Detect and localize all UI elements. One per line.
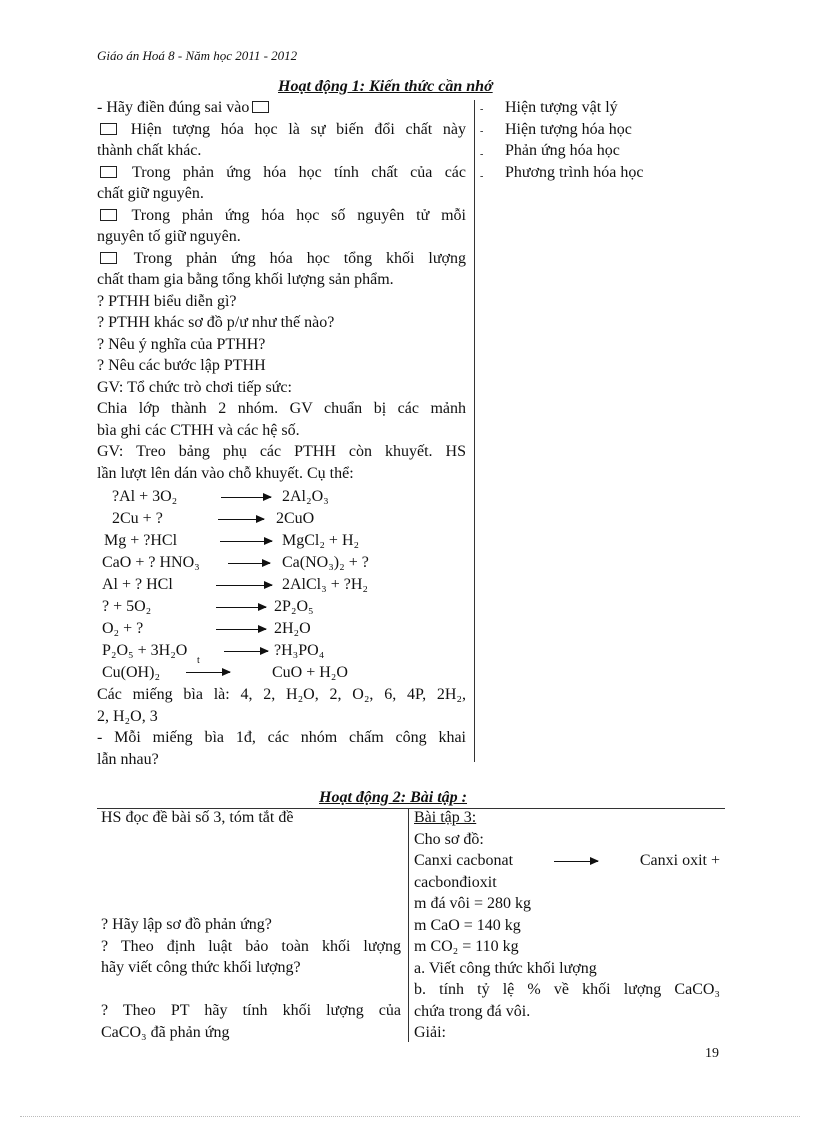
- task-line: a. Viết công thức khối lượng: [414, 959, 597, 977]
- reaction-condition: t: [197, 655, 200, 666]
- scheme-line: Cho sơ đồ:: [414, 830, 484, 848]
- read-line: HS đọc đề bài số 3, tóm tắt đề: [101, 809, 294, 826]
- intro-line: [97, 97, 466, 119]
- statement-line: Trong phản ứng hóa học số nguyên tử mỗi: [97, 205, 466, 227]
- right-item: Phản ứng hóa học: [505, 142, 620, 159]
- reaction-right: MgCl₂ + H₂: [282, 532, 360, 549]
- bottom-rule: [20, 1116, 800, 1117]
- activity2-left-questions-2: [101, 1000, 401, 1043]
- right-item: Hiện tượng hóa học: [505, 120, 632, 138]
- reaction-left: ? + 5O₂: [102, 598, 152, 615]
- page-header: Giáo án Hoá 8 - Năm học 2011 - 2012: [97, 48, 298, 63]
- right-item: Phương trình hóa học: [505, 163, 644, 181]
- reaction-left: O₂ + ?: [102, 620, 144, 637]
- bullet-dash: -: [480, 104, 484, 115]
- question-line: ? Nêu các bước lập PTHH: [97, 357, 266, 374]
- reaction-right: 2H₂O: [274, 620, 311, 637]
- question-line: ? Theo PT hãy tính khối lượng của: [101, 1002, 401, 1019]
- reaction-right: Ca(NO₃)₂ + ?: [282, 554, 369, 571]
- gv-line: lần lượt lên dán vào chỗ khuyết. Cụ thể:: [97, 464, 354, 482]
- activity1-right-column: [505, 97, 745, 183]
- arrow-icon: [224, 651, 268, 652]
- activity2-left-questions: [101, 914, 401, 979]
- gv-line: GV: Tổ chức trò chơi tiếp sức:: [97, 378, 292, 396]
- arrow-icon: [218, 519, 264, 520]
- arrow-icon: [216, 629, 266, 630]
- arrow-icon: [216, 607, 266, 608]
- reaction-right: CuO + H₂O: [272, 664, 348, 681]
- cards-block: [97, 684, 466, 770]
- bullet-dash: -: [480, 171, 484, 182]
- question-line: CaCO₃ đã phản ứng: [101, 1023, 230, 1041]
- cards-line: Các miếng bìa là: 4, 2, H₂O, 2, O₂, 6, 4P, 2H₂,: [97, 686, 466, 703]
- statement-line: thành chất khác.: [97, 142, 202, 159]
- reaction-right: 2CuO: [276, 510, 315, 527]
- reaction-left: 2Cu + ?: [112, 510, 163, 527]
- checkbox-icon: [100, 123, 117, 135]
- task-line: b. tính tỷ lệ % về khối lượng CaCO₃: [414, 981, 720, 998]
- exercise-title: Bài tập 3:: [414, 809, 477, 826]
- statement-line: chất tham gia bằng tổng khối lượng sản phẩm.: [97, 271, 394, 288]
- intro-text: - Hãy điền đúng sai vào: [97, 99, 250, 116]
- checkbox-icon: [252, 101, 269, 113]
- task-line: chứa trong đá vôi.: [414, 1002, 531, 1020]
- reaction-left: Mg + ?HCl: [104, 532, 178, 549]
- question-line: ? Hãy lập sơ đồ phản ứng?: [101, 916, 272, 933]
- product: Canxi oxit +: [639, 852, 720, 869]
- arrow-icon: [221, 497, 271, 498]
- question-line: ? Theo định luật bảo toàn khối lượng: [101, 937, 401, 955]
- question-line: ? PTHH khác sơ đồ p/ư như thế nào?: [97, 314, 335, 331]
- question-line: hãy viết công thức khối lượng?: [101, 959, 301, 976]
- reaction-left: Al + ? HCl: [102, 576, 173, 593]
- reactant: Canxi cacbonat: [414, 852, 514, 869]
- cards-line: 2, H₂O, 3: [97, 707, 158, 725]
- reaction-continue: cacbonđioxit: [414, 873, 497, 891]
- statement-line: Hiện tượng hóa học là sự biến đổi chất này: [97, 119, 466, 141]
- mass-line: m CaO = 140 kg: [414, 916, 521, 934]
- score-line: - Mỗi miếng bìa 1đ, các nhóm chấm công khai: [97, 729, 466, 746]
- arrow-icon: [554, 861, 598, 862]
- statement-line: chất giữ nguyên.: [97, 185, 204, 202]
- mass-line: m CO₂ = 110 kg: [414, 938, 519, 955]
- arrow-icon: [228, 563, 270, 564]
- activity2-right-column: [414, 807, 720, 1044]
- mass-line: m đá vôi = 280 kg: [414, 895, 532, 912]
- reaction-right: ?H₃PO₄: [274, 642, 325, 659]
- reaction-right: 2AlCl₃ + ?H₂: [282, 576, 368, 593]
- checkbox-icon: [100, 209, 117, 221]
- right-item: Hiện tượng vật lý: [505, 99, 618, 116]
- statement-line: Trong phản ứng hóa học tổng khối lượng: [97, 248, 466, 270]
- arrow-icon: [220, 541, 272, 542]
- bullet-dash: -: [480, 126, 484, 137]
- group-line: Chia lớp thành 2 nhóm. GV chuẩn bị các mảnh: [97, 400, 466, 417]
- reaction-left: Cu(OH)₂: [102, 664, 161, 681]
- statement-line: Trong phản ứng hóa học tính chất của các: [97, 162, 466, 184]
- reaction-left: P₂O₅ + 3H₂O: [102, 642, 188, 659]
- question-line: ? Nêu ý nghĩa của PTHH?: [97, 335, 266, 353]
- reaction-right: 2P₂O₅: [274, 598, 314, 615]
- statement-line: nguyên tố giữ nguyên.: [97, 228, 241, 245]
- page-number: 19: [705, 1046, 719, 1061]
- checkbox-icon: [100, 252, 117, 264]
- bullet-dash: -: [480, 149, 484, 160]
- reaction-left: CaO + ? HNO₃: [102, 554, 200, 571]
- activity2-title: Hoạt động 2: Bài tập :: [319, 789, 468, 806]
- reaction-left: ?Al + 3O₂: [112, 488, 178, 505]
- activity2-left-column: [101, 807, 401, 829]
- activity1-divider: [474, 100, 475, 762]
- solution-line: Giải:: [414, 1024, 446, 1041]
- arrow-icon: [186, 672, 230, 673]
- reaction-right: 2Al₂O₃: [282, 488, 329, 505]
- activity1-left-column: [97, 97, 466, 484]
- activity1-title: Hoạt động 1: Kiến thức cần nhớ: [278, 78, 493, 95]
- score-line: lẫn nhau?: [97, 750, 159, 768]
- checkbox-icon: [100, 166, 117, 178]
- question-line: ? PTHH biểu diễn gì?: [97, 292, 237, 310]
- gv-line: GV: Treo bảng phụ các PTHH còn khuyết. HS: [97, 443, 466, 460]
- group-line: bìa ghi các CTHH và các hệ số.: [97, 421, 300, 439]
- activity2-divider: [408, 808, 409, 1042]
- arrow-icon: [216, 585, 272, 586]
